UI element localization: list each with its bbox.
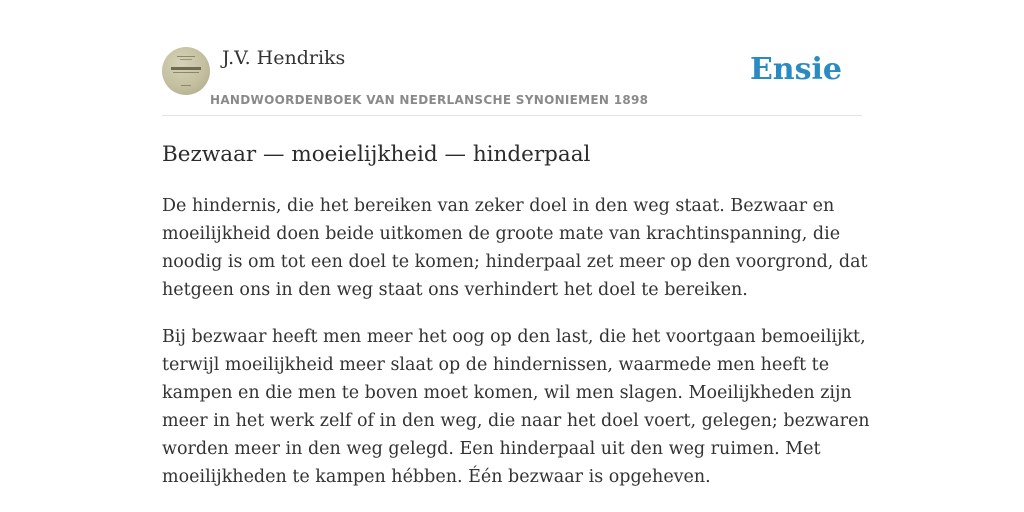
paragraph-line: moeilijkheid doen beide uitkomen de groote mate van krachtinspanning, die xyxy=(162,224,841,244)
book-cover-icon xyxy=(162,47,210,95)
paragraph-line: noodig is om tot een doel te komen; hinderpaal zet meer op den voorgrond, dat xyxy=(162,252,868,272)
paragraph-2 xyxy=(162,323,870,491)
author-name[interactable]: J.V. Hendriks xyxy=(222,47,346,69)
paragraph-line: worden meer in den weg gelegd. Een hinderpaal uit den weg ruimen. Met xyxy=(162,439,821,459)
paragraph-line: terwijl moeilijkheid meer slaat op de hindernissen, waarmede men heeft te xyxy=(162,355,830,375)
paragraph-line: moeilijkheden te kampen hébben. Één bezwaar is opgeheven. xyxy=(162,467,711,487)
paragraph-line: De hindernis, die het bereiken van zeker doel in den weg staat. Bezwaar en xyxy=(162,196,835,216)
source-avatar[interactable] xyxy=(162,47,210,95)
entry-title: Bezwaar — moeielijkheid — hinderpaal xyxy=(162,142,591,167)
paragraph-line: hetgeen ons in den weg staat ons verhindert het doel te bereiken. xyxy=(162,280,748,300)
paragraph-line: Bij bezwaar heeft men meer het oog op den last, die het voortgaan bemoeilijkt, xyxy=(162,327,866,347)
brand-logo[interactable]: Ensie xyxy=(749,52,842,87)
entry-header xyxy=(162,46,862,116)
source-title[interactable]: HANDWOORDENBOEK VAN NEDERLANSCHE SYNONIEMEN 1898 xyxy=(210,93,649,107)
entry-content xyxy=(162,192,870,510)
paragraph-line: meer in het werk zelf of in den weg, die naar het doel voert, gelegen; bezwaren xyxy=(162,411,870,431)
header-divider xyxy=(162,115,862,116)
paragraph-line: kampen en die men te boven moet komen, wil men slagen. Moeilijkheden zijn xyxy=(162,383,852,403)
paragraph-1 xyxy=(162,192,868,304)
